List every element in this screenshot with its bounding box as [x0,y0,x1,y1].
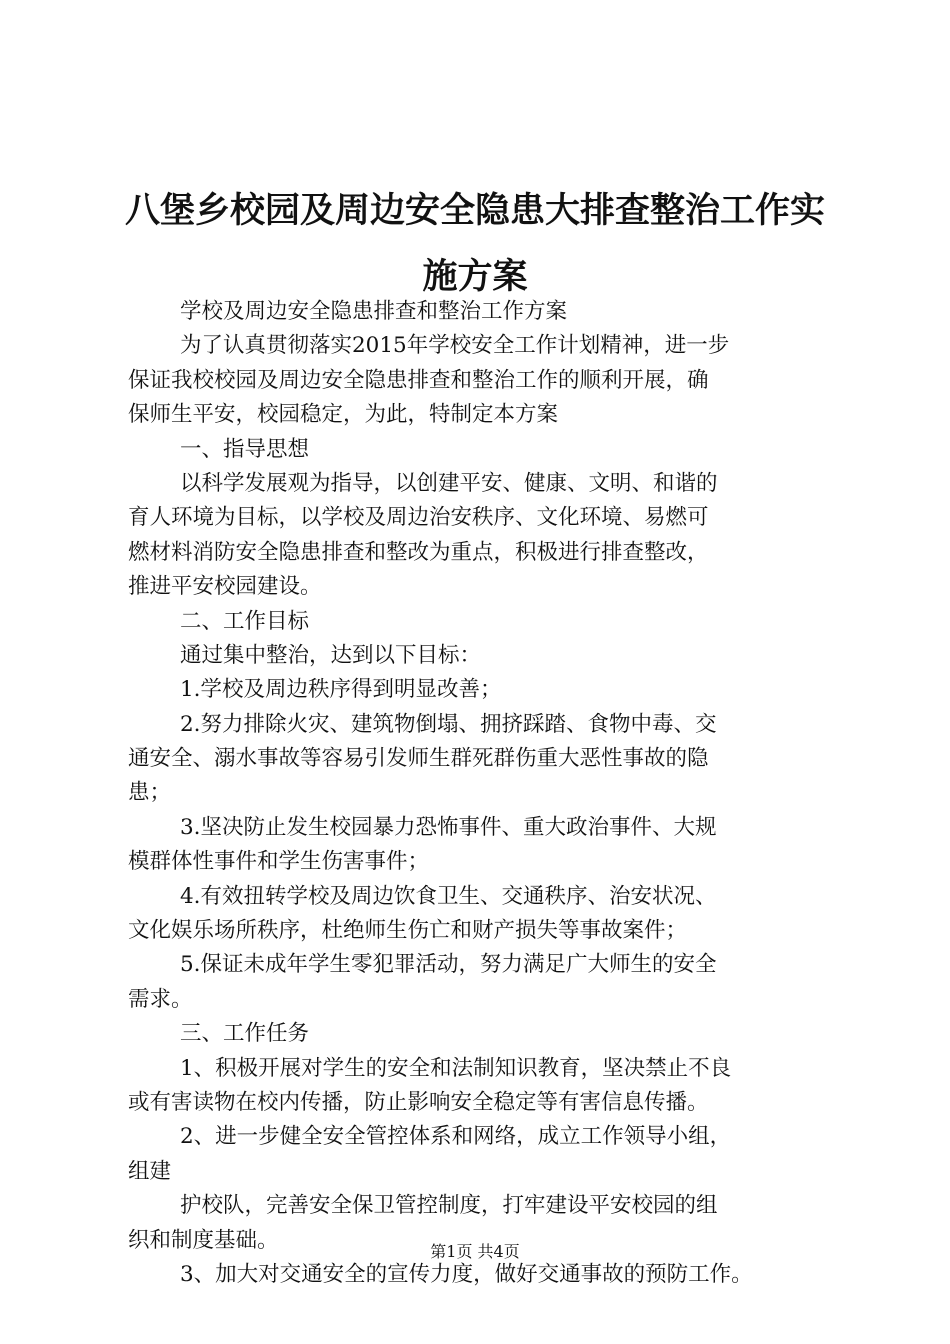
body-line: 以科学发展观为指导，以创建平安、健康、文明、和谐的 [180,470,718,496]
body-line: 组建 [128,1158,172,1184]
body-line: 育人环境为目标，以学校及周边治安秩序、文化环境、易燃可 [128,505,709,531]
title-line-2: 施方案 [422,257,528,297]
body-line: 推进平安校园建设。 [128,574,322,600]
body-line: 通过集中整治，达到以下目标： [180,642,482,668]
body-line: 或有害读物在校内传播，防止影响安全稳定等有害信息传播。 [128,1089,709,1115]
body-line: 学校及周边安全隐患排查和整治工作方案 [180,299,568,324]
page-footer: 第1页 共4页 [430,1242,520,1261]
body-line: 一、指导思想 [180,436,310,462]
document-title [100,178,850,310]
body-line: 5.保证未成年学生零犯罪活动，努力满足广大师生的安全 [180,952,717,978]
body-line: 为了认真贯彻落实2015年学校安全工作计划精神，进一步 [180,333,730,359]
body-line: 护校队，完善安全保卫管控制度，打牢建设平安校园的组 [180,1193,718,1219]
body-line: 保证我校校园及周边安全隐患排查和整治工作的顺利开展，确 [128,367,709,393]
document-body [128,295,834,1292]
body-line: 三、工作任务 [180,1021,310,1047]
body-line: 3.坚决防止发生校园暴力恐怖事件、重大政治事件、大规 [180,814,717,840]
body-line: 二、工作目标 [180,608,310,634]
body-line: 4.有效扭转学校及周边饮食卫生、交通秩序、治安状况、 [180,883,717,909]
body-line: 2.努力排除火灾、建筑物倒塌、拥挤踩踏、食物中毒、交 [180,711,717,737]
title-line-1: 八堡乡校园及周边安全隐患大排查整治工作实 [124,191,825,231]
body-line: 模群体性事件和学生伤害事件； [128,849,430,875]
body-line: 需求。 [128,986,193,1012]
body-line: 3、加大对交通安全的宣传力度，做好交通事故的预防工作。 [180,1261,753,1287]
body-line: 文化娱乐场所秩序，杜绝师生伤亡和财产损失等事故案件； [128,918,688,944]
body-line: 保师生平安，校园稳定，为此，特制定本方案 [128,402,559,428]
body-line: 通安全、溺水事故等容易引发师生群死群伤重大恶性事故的隐 [128,746,709,772]
body-line: 患； [128,780,172,806]
body-line: 2、进一步健全安全管控体系和网络，成立工作领导小组， [180,1124,732,1150]
body-line: 1.学校及周边秩序得到明显改善； [180,677,502,703]
body-line: 1、积极开展对学生的安全和法制知识教育，坚决禁止不良 [180,1055,732,1081]
body-line: 燃材料消防安全隐患排查和整改为重点，积极进行排查整改， [128,539,709,565]
body-line: 织和制度基础。 [128,1227,279,1253]
